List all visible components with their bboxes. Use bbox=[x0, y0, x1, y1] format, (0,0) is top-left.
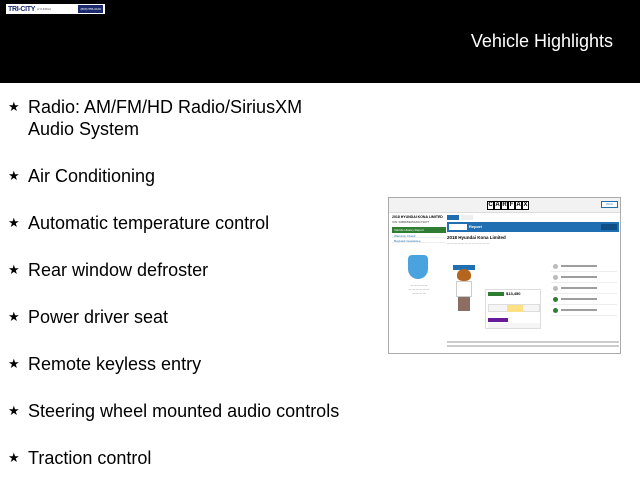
carfax-sidebar bbox=[392, 215, 446, 353]
carfax-letter: X bbox=[523, 202, 528, 208]
star-icon: ★ bbox=[8, 450, 20, 465]
carfax-tabs bbox=[447, 215, 619, 220]
award-badge-icon bbox=[408, 255, 428, 279]
feature-text: Power driver seat bbox=[28, 307, 169, 327]
row-icon bbox=[553, 297, 558, 302]
dealer-logo[interactable] bbox=[6, 4, 105, 14]
feature-text: Automatic temperature control bbox=[28, 213, 270, 233]
carfax-letter: F bbox=[509, 202, 514, 208]
sidebar-item-guarantee[interactable]: Buyback Guarantee bbox=[392, 238, 446, 243]
star-icon: ★ bbox=[8, 262, 20, 277]
feature-item bbox=[8, 353, 378, 375]
star-icon: ★ bbox=[8, 356, 20, 371]
row-text bbox=[561, 276, 597, 278]
feature-text: Traction control bbox=[28, 448, 152, 468]
tab-report[interactable] bbox=[447, 215, 459, 220]
sidebar-item-report[interactable]: Vehicle History Report bbox=[392, 227, 446, 233]
print-button[interactable]: Print bbox=[601, 201, 618, 208]
star-icon: ★ bbox=[8, 215, 20, 230]
header-bar bbox=[0, 0, 640, 83]
feature-item bbox=[8, 165, 378, 187]
carfax-topbar bbox=[389, 198, 621, 213]
feature-item bbox=[8, 447, 378, 469]
feature-text: Rear window defroster bbox=[28, 260, 209, 280]
feature-text-continued: Audio System bbox=[28, 119, 140, 139]
feature-item bbox=[8, 212, 378, 234]
carfax-fox-mascot bbox=[453, 261, 475, 313]
dealer-info: — — — — — — — — — — — — — — — bbox=[408, 283, 430, 295]
mascot-head bbox=[457, 269, 471, 281]
star-icon: ★ bbox=[8, 99, 20, 114]
summary-row[interactable] bbox=[551, 272, 617, 283]
sidebar-item-warranty[interactable]: Warranty Check bbox=[392, 233, 446, 238]
vehicle-details: — — — — — — — — — — — — bbox=[447, 241, 490, 245]
mascot-legs bbox=[458, 297, 470, 311]
row-icon bbox=[553, 264, 558, 269]
mascot-shirt bbox=[456, 281, 472, 297]
row-text bbox=[561, 298, 597, 300]
feature-item bbox=[8, 96, 378, 140]
star-icon: ★ bbox=[8, 403, 20, 418]
carfax-mini-logo bbox=[449, 224, 467, 230]
row-text bbox=[561, 309, 597, 311]
value-card bbox=[485, 289, 541, 329]
star-icon: ★ bbox=[8, 309, 20, 324]
page-title: Vehicle Highlights bbox=[470, 31, 613, 51]
carfax-logo bbox=[487, 201, 529, 210]
tab-other[interactable] bbox=[461, 215, 473, 220]
banner-action[interactable] bbox=[601, 224, 617, 230]
feature-text: Radio: AM/FM/HD Radio/SiriusXM bbox=[28, 97, 303, 117]
report-label: Report bbox=[469, 224, 482, 229]
sidebar-vin: VIN: KM8K53A54JU171077 bbox=[392, 220, 430, 224]
report-banner bbox=[447, 222, 619, 232]
feature-text: Remote keyless entry bbox=[28, 354, 202, 374]
value-price: $13,450 bbox=[506, 291, 521, 296]
logo-text: TRI-CITY bbox=[8, 5, 36, 13]
value-gauge bbox=[488, 304, 540, 312]
row-icon bbox=[553, 308, 558, 313]
feature-item bbox=[8, 400, 378, 422]
carfax-letter: C bbox=[488, 202, 493, 208]
summary-row[interactable] bbox=[551, 294, 617, 305]
feature-list bbox=[8, 96, 378, 469]
carfax-letter: A bbox=[495, 202, 500, 208]
gauge-marker bbox=[507, 305, 523, 312]
value-badge bbox=[488, 292, 504, 296]
feature-text: Air Conditioning bbox=[28, 166, 156, 186]
history-summary bbox=[551, 261, 617, 333]
value-gauge-secondary bbox=[488, 323, 540, 328]
carfax-main bbox=[447, 215, 619, 353]
feature-text: Steering wheel mounted audio controls bbox=[28, 401, 340, 421]
star-icon: ★ bbox=[8, 168, 20, 183]
vehicle-title: 2018 Hyundai Kona Limited bbox=[447, 235, 506, 240]
carfax-letter: A bbox=[516, 202, 521, 208]
summary-row[interactable] bbox=[551, 305, 617, 316]
row-text bbox=[561, 265, 597, 267]
footer-line bbox=[447, 341, 619, 343]
footer-line bbox=[447, 345, 619, 347]
carfax-report-thumbnail[interactable] bbox=[388, 197, 621, 354]
value-button[interactable] bbox=[488, 318, 508, 322]
row-text bbox=[561, 287, 597, 289]
carfax-letter: R bbox=[502, 202, 507, 208]
summary-row[interactable] bbox=[551, 283, 617, 294]
logo-subtext: HYUNDAI bbox=[37, 7, 51, 11]
summary-row[interactable] bbox=[551, 261, 617, 272]
sidebar-vehicle-name: 2018 HYUNDAI KONA LIMITED bbox=[392, 215, 443, 219]
row-icon bbox=[553, 275, 558, 280]
feature-item bbox=[8, 306, 378, 328]
report-footer bbox=[447, 341, 619, 351]
logo-phone: (800) 555-0100 bbox=[80, 7, 101, 11]
feature-item bbox=[8, 259, 378, 281]
row-icon bbox=[553, 286, 558, 291]
